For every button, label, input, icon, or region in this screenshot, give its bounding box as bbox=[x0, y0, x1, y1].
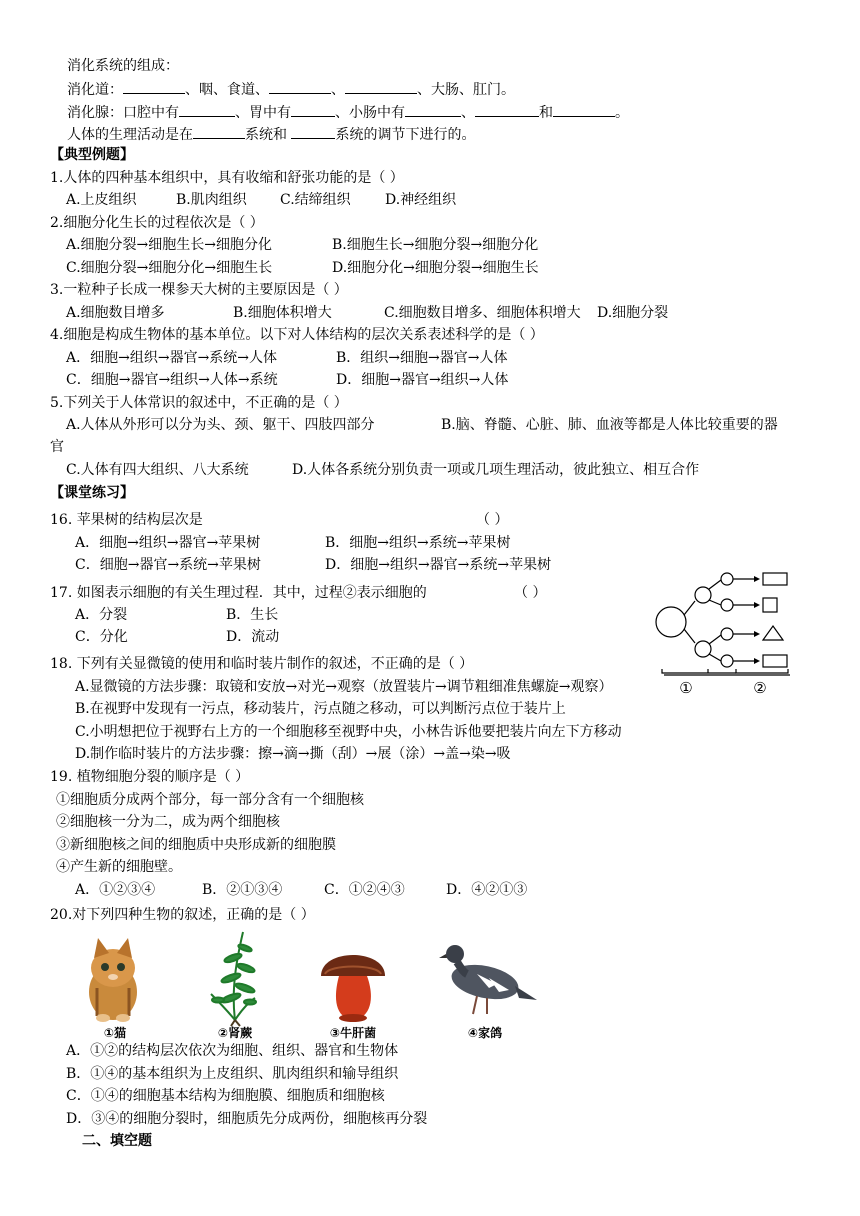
fill-blank[interactable] bbox=[475, 102, 539, 117]
q1-option-c[interactable]: C.结缔组织 bbox=[280, 192, 351, 208]
small-cell bbox=[721, 655, 733, 667]
q18-option-b[interactable]: B.在视野中发现有一污点，移动装片，污点随之移动，可以判断污点位于装片上 bbox=[75, 701, 566, 717]
cat-image bbox=[89, 938, 137, 1022]
fill-blank[interactable] bbox=[553, 102, 615, 117]
fern-image bbox=[211, 932, 256, 1026]
intro-line-3 bbox=[67, 102, 629, 122]
q1-option-b[interactable]: B.肌肉组织 bbox=[176, 192, 247, 208]
q17-option-b[interactable]: B．生长 bbox=[226, 607, 279, 623]
q19-step-2: ②细胞核一分为二，成为两个细胞核 bbox=[56, 814, 280, 830]
fill-blank[interactable] bbox=[291, 124, 335, 139]
q3-option-a[interactable]: A.细胞数目增多 bbox=[66, 305, 165, 321]
q17-stem: 17. 如图表示细胞的有关生理过程．其中，过程②表示细胞的 bbox=[50, 585, 427, 601]
small-cell bbox=[721, 599, 733, 611]
q17-paren: （ ） bbox=[514, 585, 547, 601]
intro-text: 系统和 bbox=[245, 127, 287, 143]
intro-text: 、胃中有 bbox=[235, 105, 291, 121]
intro-text: 、小肠中有 bbox=[335, 105, 405, 121]
fill-blank[interactable] bbox=[269, 79, 331, 94]
q20-option-b[interactable]: B．①④的基本组织为上皮组织、肌肉组织和输导组织 bbox=[66, 1066, 399, 1082]
q16-option-c[interactable]: C．细胞→器官→系统→苹果树 bbox=[75, 557, 261, 573]
q17-option-a[interactable]: A．分裂 bbox=[75, 607, 128, 623]
intro-text: 和 bbox=[539, 105, 553, 121]
q16-paren: （ ） bbox=[476, 512, 509, 528]
q19-stem: 19. 植物细胞分裂的顺序是（ ） bbox=[50, 769, 250, 785]
fill-blank[interactable] bbox=[291, 102, 335, 117]
q20-option-d[interactable]: D．③④的细胞分裂时，细胞质先分成两份，细胞核再分裂 bbox=[66, 1111, 428, 1127]
intro-text: 系统的调节下进行的。 bbox=[335, 127, 476, 143]
fill-blank[interactable] bbox=[405, 102, 461, 117]
q1-option-d[interactable]: D.神经组织 bbox=[385, 192, 457, 208]
intro-text: 。 bbox=[615, 105, 629, 121]
q20-option-a[interactable]: A．①②的结构层次依次为细胞、组织、器官和生物体 bbox=[66, 1043, 399, 1059]
q17-option-d[interactable]: D．流动 bbox=[226, 629, 280, 645]
q2-option-a[interactable]: A.细胞分裂→细胞生长→细胞分化 bbox=[66, 237, 273, 253]
q5-option-b[interactable]: B.脑、脊髓、心脏、肺、血液等都是人体比较重要的器 bbox=[441, 417, 778, 433]
intro-line-4 bbox=[67, 124, 475, 144]
q19-option-b[interactable]: B．②①③④ bbox=[202, 882, 283, 898]
q3-option-c[interactable]: C.细胞数目增多、细胞体积增大 bbox=[384, 305, 581, 321]
q2-option-d[interactable]: D.细胞分化→细胞分裂→细胞生长 bbox=[332, 260, 539, 276]
fill-blank[interactable] bbox=[123, 79, 185, 94]
parent-cell bbox=[656, 607, 686, 637]
q18-option-d[interactable]: D.制作临时装片的方法步骤：擦→滴→撕（刮）→展（涂）→盖→染→吸 bbox=[75, 746, 511, 762]
q16-option-b[interactable]: B．细胞→组织→系统→苹果树 bbox=[325, 535, 511, 551]
q5-option-c[interactable]: C.人体有四大组织、八大系统 bbox=[66, 462, 249, 478]
q20-option-c[interactable]: C．①④的细胞基本结构为细胞膜、细胞质和细胞核 bbox=[66, 1088, 385, 1104]
caption-pigeon: ④家鸽 bbox=[467, 1026, 503, 1040]
pigeon-image bbox=[439, 945, 537, 1014]
q16-option-d[interactable]: D．细胞→组织→器官→系统→苹果树 bbox=[325, 557, 552, 573]
intro-text: 消化腺：口腔中有 bbox=[67, 105, 179, 121]
q3-stem: 3.一粒种子长成一棵参天大树的主要原因是（ ） bbox=[50, 282, 348, 298]
caption-mushroom: ③牛肝菌 bbox=[329, 1026, 377, 1040]
q19-step-3: ③新细胞核之间的细胞质中央形成新的细胞膜 bbox=[56, 837, 336, 853]
q18-stem: 18. 下列有关显微镜的使用和临时装片制作的叙述，不正确的是（ ） bbox=[50, 656, 474, 672]
q19-option-c[interactable]: C．①②④③ bbox=[324, 882, 405, 898]
q5-option-d[interactable]: D.人体各系统分别负责一项或几项生理活动，彼此独立、相互合作 bbox=[292, 462, 700, 478]
q20-stem: 20.对下列四种生物的叙述，正确的是（ ） bbox=[50, 907, 315, 923]
section-heading-practice: 【课堂练习】 bbox=[50, 485, 134, 501]
q1-option-a[interactable]: A.上皮组织 bbox=[66, 192, 137, 208]
tissue-triangle bbox=[763, 626, 783, 640]
q5-option-a[interactable]: A.人体从外形可以分为头、颈、躯干、四肢四部分 bbox=[66, 417, 375, 433]
q18-option-a[interactable]: A.显微镜的方法步骤：取镜和安放→对光→观察（放置装片→调节粗细准焦螺旋→观察） bbox=[75, 679, 613, 695]
daughter-cell bbox=[695, 587, 711, 603]
q16-option-a[interactable]: A．细胞→组织→器官→苹果树 bbox=[75, 535, 261, 551]
intro-line-1: 消化系统的组成： bbox=[67, 58, 179, 74]
q18-option-c[interactable]: C.小明想把位于视野右上方的一个细胞移至视野中央，小林告诉他要把装片向左下方移动 bbox=[75, 724, 622, 740]
daughter-cell bbox=[695, 641, 711, 657]
caption-cat: ①猫 bbox=[103, 1026, 127, 1040]
small-cell bbox=[721, 573, 733, 585]
q17-option-c[interactable]: C．分化 bbox=[75, 629, 128, 645]
intro-line-2 bbox=[67, 79, 515, 99]
intro-text: 、 bbox=[331, 82, 345, 98]
caption-fern: ②肾蕨 bbox=[217, 1026, 253, 1040]
cell-process-diagram bbox=[650, 565, 795, 700]
q19-option-d[interactable]: D．④②①③ bbox=[446, 882, 528, 898]
tissue-rect bbox=[763, 573, 787, 585]
q4-stem: 4.细胞是构成生物体的基本单位。以下对人体结构的层次关系表述科学的是（ ） bbox=[50, 327, 544, 343]
q3-option-b[interactable]: B.细胞体积增大 bbox=[233, 305, 332, 321]
fill-blank[interactable] bbox=[193, 124, 245, 139]
mushroom-image bbox=[321, 955, 385, 1022]
q4-option-a[interactable]: A．细胞→组织→器官→系统→人体 bbox=[66, 350, 278, 366]
q16-stem: 16. 苹果树的结构层次是 bbox=[50, 512, 203, 528]
q4-option-c[interactable]: C．细胞→器官→组织→人体→系统 bbox=[66, 372, 278, 388]
intro-text: 、大肠、肛门。 bbox=[417, 82, 515, 98]
q5-option-b-cont: 官 bbox=[50, 439, 64, 455]
small-cell bbox=[721, 628, 733, 640]
q1-stem: 1.人体的四种基本组织中，具有收缩和舒张功能的是（ ） bbox=[50, 170, 404, 186]
process-label-1: ① bbox=[679, 679, 693, 697]
q19-option-a[interactable]: A．①②③④ bbox=[75, 882, 156, 898]
q19-step-4: ④产生新的细胞壁。 bbox=[56, 859, 182, 875]
intro-text: 、咽、食道、 bbox=[185, 82, 269, 98]
intro-text: 、 bbox=[461, 105, 475, 121]
organisms-figure bbox=[85, 928, 545, 1040]
tissue-square bbox=[763, 598, 777, 612]
intro-text: 消化道： bbox=[67, 82, 123, 98]
q19-step-1: ①细胞质分成两个部分，每一部分含有一个细胞核 bbox=[56, 792, 364, 808]
q5-stem: 5.下列关于人体常识的叙述中，不正确的是（ ） bbox=[50, 395, 348, 411]
q2-stem: 2.细胞分化生长的过程依次是（ ） bbox=[50, 215, 264, 231]
q3-option-d[interactable]: D.细胞分裂 bbox=[597, 305, 669, 321]
section-heading-fill: 二、填空题 bbox=[82, 1133, 152, 1149]
section-heading-examples: 【典型例题】 bbox=[50, 147, 134, 163]
q4-option-d[interactable]: D．细胞→器官→组织→人体 bbox=[336, 372, 509, 388]
intro-text: 人体的生理活动是在 bbox=[67, 127, 193, 143]
process-label-2: ② bbox=[753, 679, 767, 697]
fill-blank[interactable] bbox=[179, 102, 235, 117]
q2-option-b[interactable]: B.细胞生长→细胞分裂→细胞分化 bbox=[332, 237, 539, 253]
tissue-rect bbox=[763, 655, 787, 667]
fill-blank[interactable] bbox=[345, 79, 417, 94]
q2-option-c[interactable]: C.细胞分裂→细胞分化→细胞生长 bbox=[66, 260, 273, 276]
q4-option-b[interactable]: B．组织→细胞→器官→人体 bbox=[336, 350, 508, 366]
